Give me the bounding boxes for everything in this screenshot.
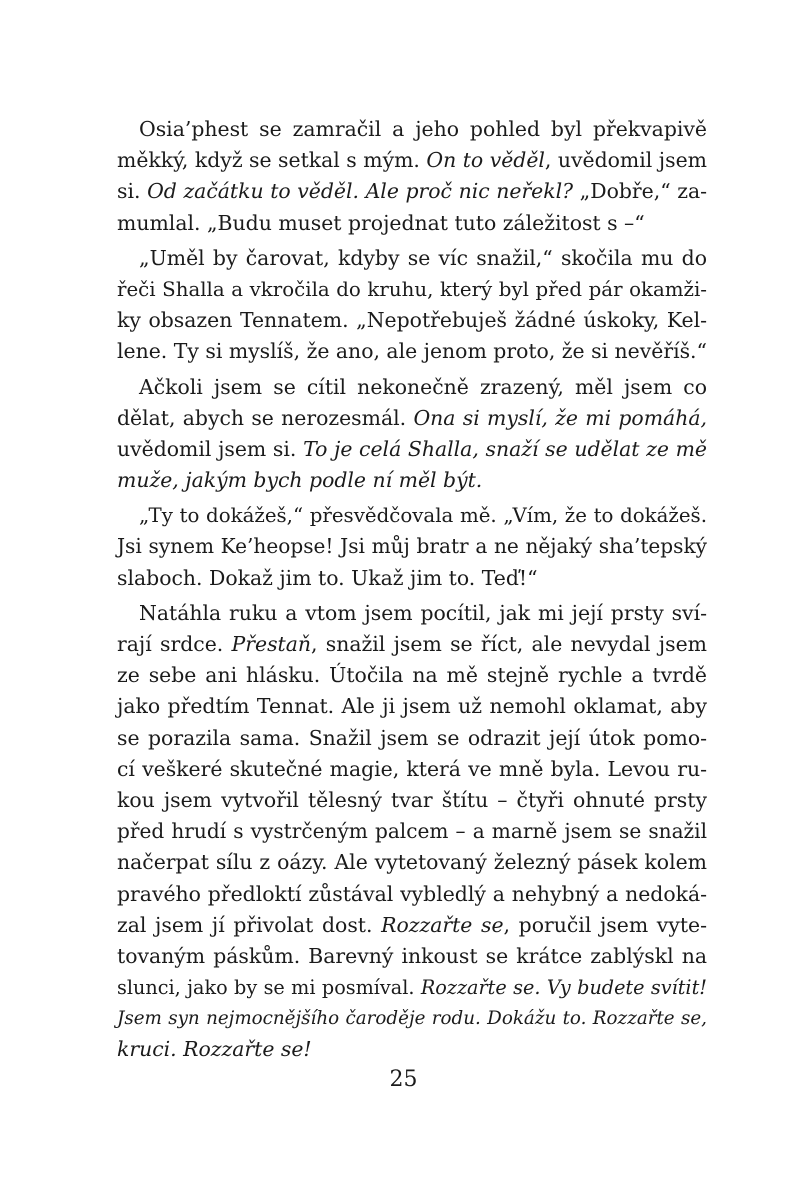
text-line bbox=[117, 941, 707, 972]
text-run: mumlal. „Budu muset projednat tuto záležitost s –“ bbox=[117, 210, 645, 235]
text-line bbox=[117, 305, 707, 336]
italic-text-run: Rozzařte se bbox=[381, 912, 504, 937]
text-line bbox=[117, 114, 707, 145]
italic-text-run: On to věděl bbox=[426, 148, 545, 173]
text-line bbox=[117, 243, 707, 274]
italic-text-run: Rozzařte se. Vy budete svítit! bbox=[420, 976, 707, 1000]
italic-text-run: kruci. Rozzařte se! bbox=[117, 1037, 312, 1062]
text-line bbox=[117, 691, 707, 722]
italic-text-run: Ona si myslí, že mi pomáhá, bbox=[413, 405, 707, 430]
text-run: pravého předloktí zůstával vybledlý a nehybný a nedoká- bbox=[117, 881, 707, 906]
text-line bbox=[117, 723, 707, 754]
italic-text-run: Jsem syn nejmocnějšího čaroděje rodu. Dokážu to. Rozzařte se, bbox=[117, 1008, 707, 1030]
text-run: tovaným páskům. Barevný inkoust se krátce zablýskl na bbox=[117, 943, 707, 968]
text-run: „Ty to dokážeš,“ přesvědčovala mě. „Vím, že to dokážeš. bbox=[139, 504, 707, 528]
text-line bbox=[117, 847, 707, 878]
text-run: slunci, jako by se mi posmíval. bbox=[117, 976, 421, 1000]
text-run: ky obsazen Tennatem. „Nepotřebuješ žádné úskoky, Kel- bbox=[117, 308, 707, 333]
text-line bbox=[117, 403, 707, 434]
text-run: slaboch. Dokaž jim to. Ukaž jim to. Teď!“ bbox=[117, 565, 538, 590]
italic-text-run: Od začátku to věděl. Ale proč nic neřekl? bbox=[147, 179, 574, 204]
text-run: Osia’phest se zamračil a jeho pohled byl překvapivě bbox=[139, 117, 707, 141]
text-line bbox=[117, 754, 707, 785]
italic-text-run: muže, jakým bych podle ní měl být. bbox=[117, 468, 483, 493]
text-run: Jsi synem Ke’heopse! Jsi můj bratr a ne nějaký sha’tepský bbox=[117, 534, 707, 559]
text-run: se porazila sama. Snažil jsem se odrazit její útok pomo- bbox=[117, 725, 707, 750]
text-run: zal jsem jí přivolat dost. bbox=[117, 912, 382, 937]
text-line bbox=[117, 372, 707, 403]
text-run: kou jsem vytvořil tělesný tvar štítu – čtyři ohnuté prsty bbox=[117, 787, 707, 812]
text-line bbox=[117, 879, 707, 910]
text-line bbox=[117, 531, 707, 562]
text-run: lene. Ty si myslíš, že ano, ale jenom proto, že si nevěříš.“ bbox=[117, 339, 707, 364]
text-run: měkký, když se setkal s mým. bbox=[117, 148, 427, 173]
italic-text-run: To je celá Shalla, snaží se udělat ze mě bbox=[303, 436, 707, 461]
text-line bbox=[117, 500, 707, 531]
text-line bbox=[117, 972, 707, 1003]
text-run: dělat, abych se nerozesmál. bbox=[117, 405, 414, 430]
text-run: řeči Shalla a vkročila do kruhu, který byl před pár okamži- bbox=[117, 277, 707, 301]
paragraph bbox=[117, 500, 707, 594]
text-line bbox=[117, 785, 707, 816]
text-run: „Dobře,“ za- bbox=[573, 179, 708, 204]
text-run: ze sebe ani hlásku. Útočila na mě stejně rychle a tvrdě bbox=[117, 663, 707, 688]
text-line bbox=[117, 816, 707, 847]
text-line bbox=[117, 176, 707, 207]
text-run: jako předtím Tennat. Ale ji jsem už nemohl oklamat, aby bbox=[117, 694, 707, 719]
text-line bbox=[117, 660, 707, 691]
text-line bbox=[117, 910, 707, 941]
text-run: rají srdce. bbox=[117, 632, 232, 656]
paragraph bbox=[117, 598, 707, 1066]
text-run: , snažil jsem se říct, ale nevydal jsem bbox=[311, 632, 707, 656]
text-line bbox=[117, 274, 707, 305]
text-run: „Uměl by čarovat, kdyby se víc snažil,“ skočila mu do bbox=[139, 245, 707, 270]
text-line bbox=[117, 336, 707, 367]
text-run: cí veškeré skutečné magie, která ve mně byla. Levou ru- bbox=[117, 756, 707, 781]
text-line bbox=[117, 1003, 707, 1034]
text-line bbox=[117, 1034, 707, 1065]
text-run: , poručil jsem vyte- bbox=[503, 912, 707, 937]
text-run: uvědomil jsem si. bbox=[117, 436, 304, 461]
italic-text-run: Přestaň bbox=[231, 632, 312, 656]
text-run: Ačkoli jsem se cítil nekonečně zrazený, měl jsem co bbox=[139, 374, 707, 399]
text-line bbox=[117, 434, 707, 465]
text-run: načerpat sílu z oázy. Ale vytetovaný železný pásek kolem bbox=[117, 850, 707, 875]
paragraph bbox=[117, 372, 707, 497]
text-run: před hrudí s vystrčeným palcem – a marně jsem se snažil bbox=[117, 819, 707, 844]
text-run: , uvědomil jsem bbox=[544, 148, 707, 173]
page-number: 25 bbox=[389, 1067, 418, 1092]
text-line bbox=[117, 145, 707, 176]
text-line bbox=[117, 208, 707, 239]
text-run: Natáhla ruku a vtom jsem pocítil, jak mi její prsty sví- bbox=[139, 600, 707, 625]
body-text bbox=[117, 114, 707, 1066]
text-line bbox=[117, 563, 707, 594]
paragraph bbox=[117, 114, 707, 239]
text-line bbox=[117, 598, 707, 629]
paragraph bbox=[117, 243, 707, 368]
text-line bbox=[117, 465, 707, 496]
text-run: si. bbox=[117, 179, 148, 204]
text-line bbox=[117, 629, 707, 660]
